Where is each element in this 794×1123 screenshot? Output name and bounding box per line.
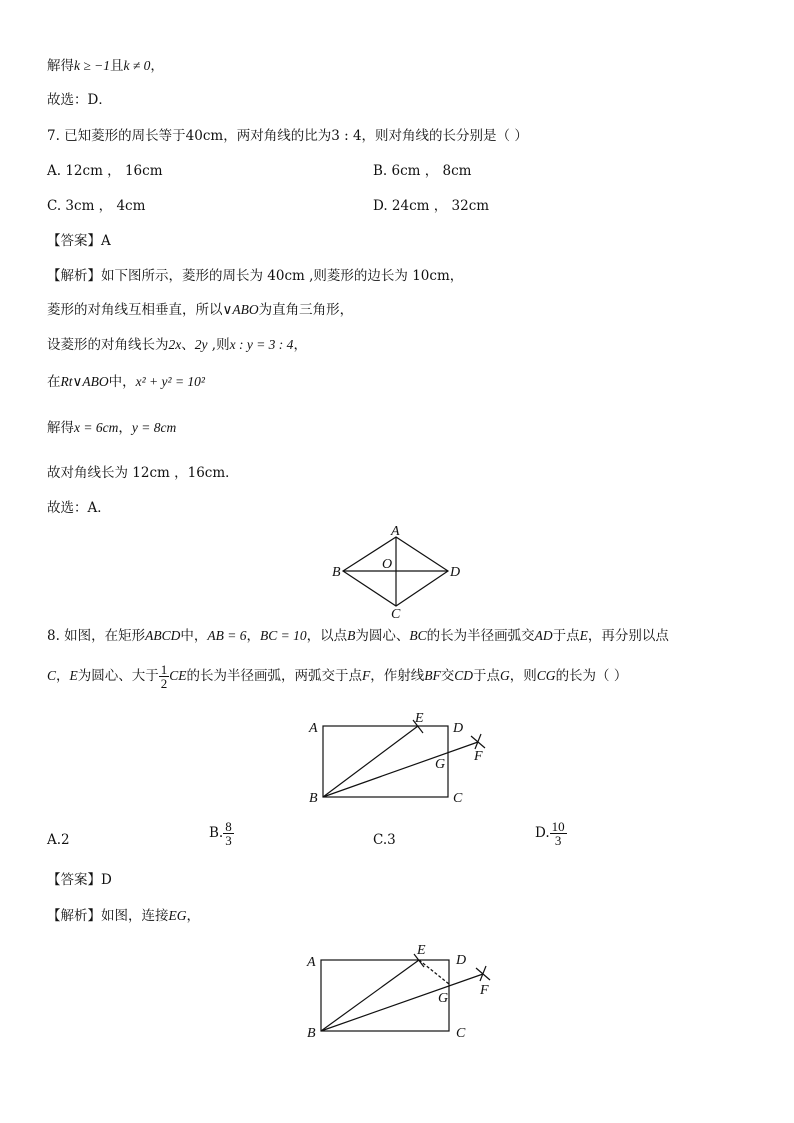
ray-bf-2 bbox=[321, 974, 483, 1031]
text-jiede: 解得 bbox=[47, 58, 74, 74]
q7-ex5-text: 解得 bbox=[47, 420, 74, 436]
q8-s2-f: 的长为半径画弧，两弧交于点 bbox=[186, 668, 363, 684]
q7-ex2-text-2: 为直角三角形， bbox=[258, 302, 354, 318]
fig1-label-e: E bbox=[415, 711, 424, 726]
q7-explanation-4 bbox=[47, 372, 205, 392]
q7-ex2-text: 菱形的对角线互相垂直，所以 bbox=[47, 302, 223, 318]
q8-s1-i: 为圆心、 bbox=[355, 628, 410, 644]
q8-s2-h: ，作射线 bbox=[370, 668, 425, 684]
choice-line-d: 故选：D． bbox=[47, 92, 112, 108]
fig1-label-d: D bbox=[453, 721, 464, 736]
q7-ex5-x: x = 6cm bbox=[74, 420, 119, 435]
q7-ex3-sep: 、 bbox=[181, 337, 195, 353]
q8-s2-d: 为圆心、大于 bbox=[77, 668, 159, 684]
label-c: C bbox=[391, 607, 401, 622]
q7-stem-text-3: ，则对角线的长分别是（ ） bbox=[361, 128, 528, 144]
q8-optb-num: 8 bbox=[225, 819, 232, 834]
fig2-label-e: E bbox=[417, 943, 426, 958]
q7-ex4-zhong: 中， bbox=[108, 374, 136, 390]
q7-option-c[interactable]: C. 3cm ， 4cm bbox=[47, 198, 146, 214]
q7-stem-ratio: 3 : 4 bbox=[331, 128, 362, 144]
q8-s2-cd: CD bbox=[454, 668, 474, 683]
segment-be bbox=[323, 726, 418, 797]
fig1-label-a: A bbox=[309, 721, 318, 736]
math-k-ge: k ≥ −1 bbox=[74, 58, 111, 73]
q8-optb-den: 3 bbox=[225, 833, 232, 848]
fig2-label-c: C bbox=[456, 1026, 466, 1041]
q8-ex1-eg: EG bbox=[168, 908, 187, 923]
q8-s2-cg: CG bbox=[536, 668, 556, 683]
arc-mark-f2-2 bbox=[480, 966, 486, 981]
label-d: D bbox=[450, 565, 461, 580]
q7-stem-text-1: 7. 已知菱形的周长等于 bbox=[47, 128, 186, 144]
q8-s1-e: ， bbox=[246, 628, 261, 644]
q7-explanation-7: 故选：A． bbox=[47, 500, 111, 516]
text-qie: 且 bbox=[110, 58, 124, 74]
q8-s1-ab6: AB = 6 bbox=[207, 628, 247, 643]
q7-explanation-1: 【解析】如下图所示，菱形的周长为 40cm ,则菱形的边长为 10cm， bbox=[47, 268, 464, 284]
q8-s2-e: E bbox=[69, 668, 78, 683]
fraction-half bbox=[159, 663, 170, 690]
q8-optd-label: D. bbox=[535, 825, 550, 841]
q8-s1-a: 8. 如图，在矩形 bbox=[47, 628, 146, 644]
q8-s2-c: C bbox=[47, 668, 57, 683]
q7-ex2-triangle: ∨ABO bbox=[222, 302, 259, 317]
q8-s2-p: 的长为（ ） bbox=[555, 668, 628, 684]
fig1-label-b: B bbox=[309, 791, 318, 806]
q8-ex1-comma: ， bbox=[186, 908, 200, 924]
rect-abcd bbox=[323, 726, 448, 797]
ray-bf bbox=[323, 742, 478, 797]
q8-stem-2 bbox=[47, 660, 627, 692]
q7-option-b[interactable]: B. 6cm ， 8cm bbox=[373, 163, 472, 179]
q7-ex3-ratio: x : y = 3 : 4 bbox=[229, 337, 294, 352]
q7-explanation-2 bbox=[47, 300, 353, 320]
comma: ， bbox=[150, 58, 164, 74]
label-a: A bbox=[391, 524, 400, 539]
q7-option-a[interactable]: A. 12cm ， 16cm bbox=[47, 163, 163, 179]
q7-ex4-equation: x² + y² = 10² bbox=[135, 374, 205, 389]
rectangle-figure-1 bbox=[300, 706, 500, 810]
q8-stem-1 bbox=[47, 626, 669, 646]
q8-optb-fraction bbox=[223, 820, 234, 847]
q7-ex4-triangle: Rt∨ABO bbox=[60, 374, 109, 389]
fig2-label-d: D bbox=[456, 953, 467, 968]
q8-answer: 【答案】D bbox=[47, 872, 112, 888]
q8-option-a[interactable]: A.2 bbox=[47, 832, 70, 848]
q8-s2-n: ，则 bbox=[509, 668, 537, 684]
q8-optb-label: B. bbox=[209, 825, 224, 841]
q8-s1-b: B bbox=[347, 628, 356, 643]
q8-s2-bf: BF bbox=[424, 668, 441, 683]
q8-s1-e-point: E bbox=[579, 628, 588, 643]
q8-optd-num: 10 bbox=[551, 819, 565, 834]
q7-option-d[interactable]: D. 24cm ， 32cm bbox=[373, 198, 490, 214]
fig2-label-a: A bbox=[307, 955, 316, 970]
q8-s2-f-point: F bbox=[362, 668, 371, 683]
q7-stem-text-2: ，两对角线的比为 bbox=[223, 128, 332, 144]
rectangle-figure-2 bbox=[298, 940, 498, 1044]
q7-ex3-text: 设菱形的对角线长为 bbox=[47, 337, 169, 353]
q8-s1-m: 于点 bbox=[552, 628, 580, 644]
rhombus-figure bbox=[328, 522, 468, 622]
fig2-label-g: G bbox=[438, 991, 449, 1006]
q7-ex3-comma: ， bbox=[293, 337, 307, 353]
q8-s2-ce: CE bbox=[169, 668, 187, 683]
fig2-label-f: F bbox=[480, 983, 489, 998]
fig1-label-g: G bbox=[435, 757, 446, 772]
q7-ex3-ze: ,则 bbox=[207, 337, 230, 353]
q8-ex1-text: 【解析】如图，连接 bbox=[47, 908, 169, 924]
q7-ex4-text: 在 bbox=[47, 374, 61, 390]
q7-stem-perimeter: 40cm bbox=[185, 128, 224, 144]
q7-explanation-6: 故对角线长为 12cm ，16cm． bbox=[47, 465, 239, 481]
math-k-ne: k ≠ 0 bbox=[123, 58, 151, 73]
q8-option-d[interactable] bbox=[535, 820, 567, 847]
q7-explanation-3 bbox=[47, 335, 307, 355]
q7-explanation-5 bbox=[47, 418, 176, 438]
q8-s1-ad: AD bbox=[534, 628, 553, 643]
q7-stem bbox=[47, 126, 528, 146]
fig2-label-b: B bbox=[307, 1026, 316, 1041]
label-b: B bbox=[332, 565, 341, 580]
solution-line-k-range bbox=[47, 56, 164, 76]
q7-answer: 【答案】A bbox=[47, 233, 111, 249]
frac-num: 1 bbox=[160, 662, 168, 677]
q8-option-b[interactable] bbox=[209, 820, 234, 847]
dashed-segment-eg bbox=[419, 960, 449, 984]
q8-optd-den: 3 bbox=[554, 833, 562, 848]
q8-s2-comma: ， bbox=[56, 668, 70, 684]
q8-s2-l: 于点 bbox=[473, 668, 501, 684]
fig1-label-f: F bbox=[474, 749, 483, 764]
q8-s2-j: 交 bbox=[440, 668, 455, 684]
q8-s1-g: ，以点 bbox=[306, 628, 348, 644]
q8-explanation-1 bbox=[47, 906, 200, 926]
frac-den: 2 bbox=[160, 676, 168, 691]
segment-be-2 bbox=[321, 960, 419, 1031]
fig1-label-c: C bbox=[453, 791, 463, 806]
q7-ex5-y: y = 8cm bbox=[131, 420, 177, 435]
q8-option-c[interactable]: C.3 bbox=[373, 832, 396, 848]
q7-ex3-2x: 2x bbox=[168, 337, 182, 352]
rect-abcd-2 bbox=[321, 960, 449, 1031]
q8-s2-g: G bbox=[500, 668, 510, 683]
q8-s1-bc: BC bbox=[409, 628, 427, 643]
label-o: O bbox=[382, 557, 393, 572]
q8-s1-o: ，再分别以点 bbox=[587, 628, 669, 644]
arc-mark-f-2 bbox=[475, 734, 481, 749]
q7-ex5-comma: ， bbox=[118, 420, 132, 436]
q8-s1-c: 中， bbox=[180, 628, 208, 644]
q7-ex3-2y: 2y bbox=[194, 337, 208, 352]
q8-optd-fraction bbox=[550, 820, 567, 847]
q8-s1-abcd: ABCD bbox=[145, 628, 181, 643]
q8-s1-k: 的长为半径画弧交 bbox=[426, 628, 535, 644]
q8-s1-bc10: BC = 10 bbox=[260, 628, 307, 643]
